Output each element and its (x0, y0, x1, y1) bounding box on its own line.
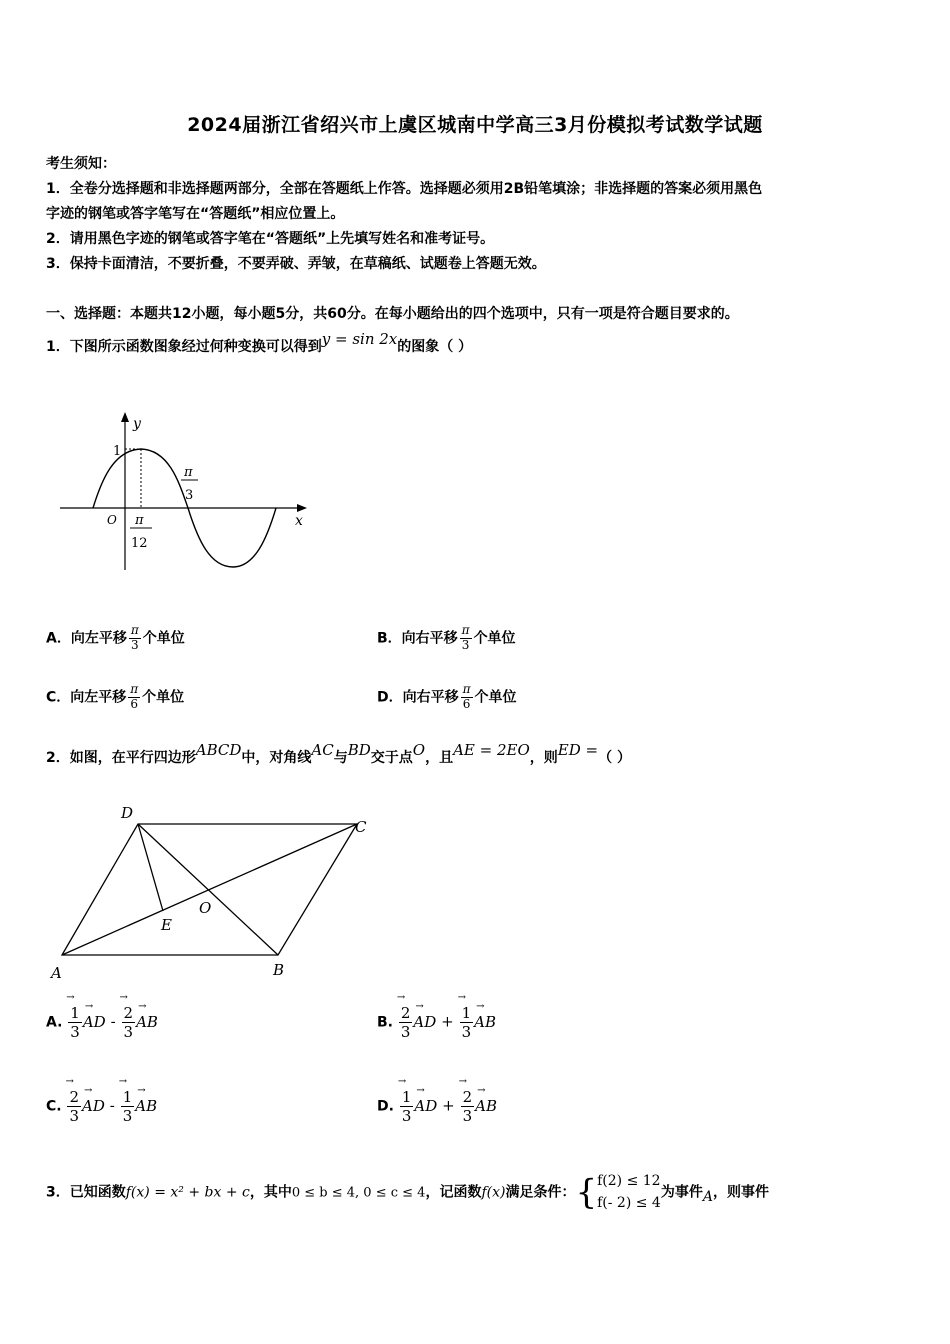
graph-pi3-num: π (184, 465, 193, 480)
notice-line-2: 2．请用黑色字迹的钢笔或答字笔在“答题纸”上先填写姓名和准考证号。 (46, 231, 495, 247)
q2-option-b[interactable]: B. → $\frac{2}{3}$ → AD + → $\frac{1}{3}$ → AB (377, 1004, 496, 1041)
notice-line-1b: 字迹的钢笔或答字笔写在“答题纸”相应位置上。 (46, 206, 345, 222)
question-2: 2．如图，在平行四边形ABCD中，对角线AC与BD交于点O，且AE = 2EO，则ED =（ ） (46, 741, 631, 766)
q1-formula: y = sin 2x (321, 330, 398, 348)
q1-option-a[interactable]: A．向左平移 $\frac{\pi}{3}$ 个单位 (46, 623, 185, 652)
graph-pi3-den: 3 (185, 488, 194, 503)
notice-heading: 考生须知： (46, 156, 116, 172)
graph-pi12-den: 12 (131, 536, 148, 551)
q2-option-d[interactable]: D. → $\frac{1}{3}$ → AD + → $\frac{2}{3}$ → AB (377, 1088, 497, 1125)
q1-prefix: 1．下图所示函数图象经过何种变换可以得到 (46, 339, 322, 355)
graph-y-label: y (133, 416, 141, 432)
vertex-a: A (51, 964, 62, 982)
vertex-b: B (273, 961, 285, 979)
page-title: 2024届浙江省绍兴市上虞区城南中学高三3月份模拟考试数学试题 (187, 114, 763, 136)
graph-origin-label: O (107, 513, 117, 527)
condition-2: f(- 2) ≤ 4 (597, 1195, 661, 1212)
q1-option-b[interactable]: B．向右平移 $\frac{\pi}{3}$ 个单位 (377, 623, 516, 652)
q2-option-a[interactable]: A. → $\frac{1}{3}$ → AD - → $\frac{2}{3}$ → AB (46, 1004, 158, 1041)
section-heading: 一、选择题：本题共12小题，每小题5分，共60分。在每小题给出的四个选项中，只有一项是符合题目要求的。 (46, 306, 739, 322)
q2-option-c[interactable]: C. → $\frac{2}{3}$ → AD - → $\frac{1}{3}$ → AB (46, 1088, 157, 1125)
notice-line-1a: 1．全卷分选择题和非选择题两部分，全部在答题纸上作答。选择题必须用2B铅笔填涂；非选择题的答案必须用黑色 (46, 181, 763, 197)
question-3: 3．已知函数f(x) = x² + bx + c，其中0 ≤ b ≤ 4, 0 ≤ c ≤ 4，记函数f(x)满足条件：{ f(2) ≤ 12 f(- 2) ≤ 4 为事件A，则事件 (46, 1170, 769, 1215)
point-o: O (199, 899, 212, 917)
q1-option-d[interactable]: D．向右平移 $\frac{\pi}{6}$ 个单位 (377, 682, 517, 711)
graph-x-label: x (295, 513, 303, 529)
sine-graph (55, 410, 315, 580)
notice-line-3: 3．保持卡面清洁，不要折叠，不要弄破、弄皱，在草稿纸、试题卷上答题无效。 (46, 256, 546, 272)
question-1 (46, 330, 473, 356)
point-e: E (161, 916, 172, 934)
q1-option-c[interactable]: C．向左平移 $\frac{\pi}{6}$ 个单位 (46, 682, 185, 711)
parallelogram-figure (45, 800, 385, 985)
vertex-c: C (355, 818, 367, 836)
vertex-d: D (121, 804, 134, 822)
graph-one-label: 1 (113, 444, 122, 459)
graph-pi12-num: π (135, 513, 144, 528)
condition-1: f(2) ≤ 12 (597, 1173, 661, 1189)
q1-suffix: 的图象（ ） (397, 339, 473, 355)
